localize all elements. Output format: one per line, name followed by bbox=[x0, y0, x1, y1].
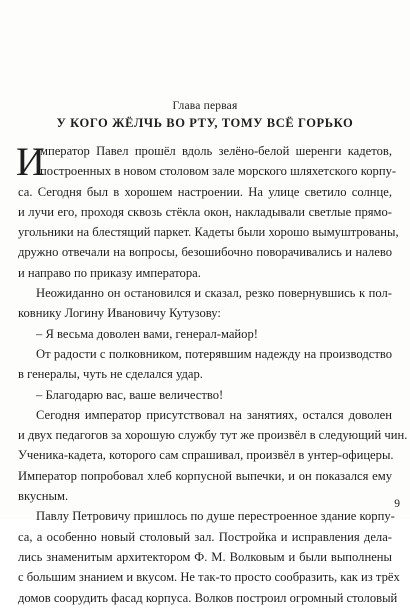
text-line: са, а особенно новый столовый зал. Постройка и исправления дела- bbox=[18, 529, 392, 544]
text-line: домов соорудить фасад корпуса. Волков построил огромный столовый bbox=[18, 590, 398, 605]
text-line: От радости с полковником, потерявшим надежду на производство bbox=[36, 346, 392, 361]
text-line: и направо по приказу императора. bbox=[18, 265, 201, 280]
text-line: Император попробовал хлеб корпусной выпечки, и он показался ему bbox=[18, 468, 392, 483]
text-line: – Я весьма доволен вами, генерал-майор! bbox=[36, 326, 258, 341]
text-line: вкусным. bbox=[18, 489, 69, 504]
body-text bbox=[16, 139, 408, 608]
text-line: в генералы, чуть не сделался удар. bbox=[18, 367, 203, 382]
text-line: Ученика-кадета, которого сам спрашивал, произвёл в унтер-офицеры. bbox=[18, 448, 394, 463]
text-line: ковнику Логину Ивановичу Кутузову: bbox=[18, 306, 221, 321]
text-line: угольники на блестящий паркет. Кадеты были хорошо вымуштрованы, bbox=[18, 225, 399, 240]
text-line: и лучи его, проходя сквозь стёкла окон, накладывали светлые прямо- bbox=[18, 204, 392, 219]
text-line: Павлу Петровичу пришлось по душе перестроенное здание корпу- bbox=[36, 509, 395, 524]
text-line: и двух педагогов за хорошую службу тут же произвёл в следующий чин. bbox=[18, 428, 408, 443]
text-line: Неожиданно он остановился и сказал, резко повернувшись к пол- bbox=[36, 286, 392, 301]
text-line: построенных в новом столовом зале морского шляхетского корпу- bbox=[40, 164, 397, 179]
chapter-title: У КОГО ЖЁЛЧЬ ВО РТУ, ТОМУ ВСЁ ГОРЬКО bbox=[56, 116, 354, 130]
text-line: мператор Павел прошёл вдоль зелёно-белой шеренги кадетов, bbox=[40, 144, 392, 158]
chapter-label: Глава первая bbox=[172, 100, 238, 112]
text-line: дружно отвечали на вопросы, безошибочно поворачивались и налево bbox=[18, 245, 392, 260]
text-line: – Благодарю вас, ваше величество! bbox=[36, 387, 224, 402]
text-line: лись знаменитым архитектором Ф. М. Волковым и были выполнены bbox=[18, 549, 392, 564]
drop-cap: И bbox=[16, 139, 45, 184]
text-line: с большим знанием и вкусом. Не так-то просто сообразить, как из трёх bbox=[18, 570, 400, 585]
text-line: са. Сегодня был в хорошем настроении. На улице светило солнце, bbox=[18, 184, 392, 199]
text-line: Сегодня император присутствовал на занятиях, остался доволен bbox=[36, 407, 392, 422]
page-number: 9 bbox=[394, 498, 400, 510]
